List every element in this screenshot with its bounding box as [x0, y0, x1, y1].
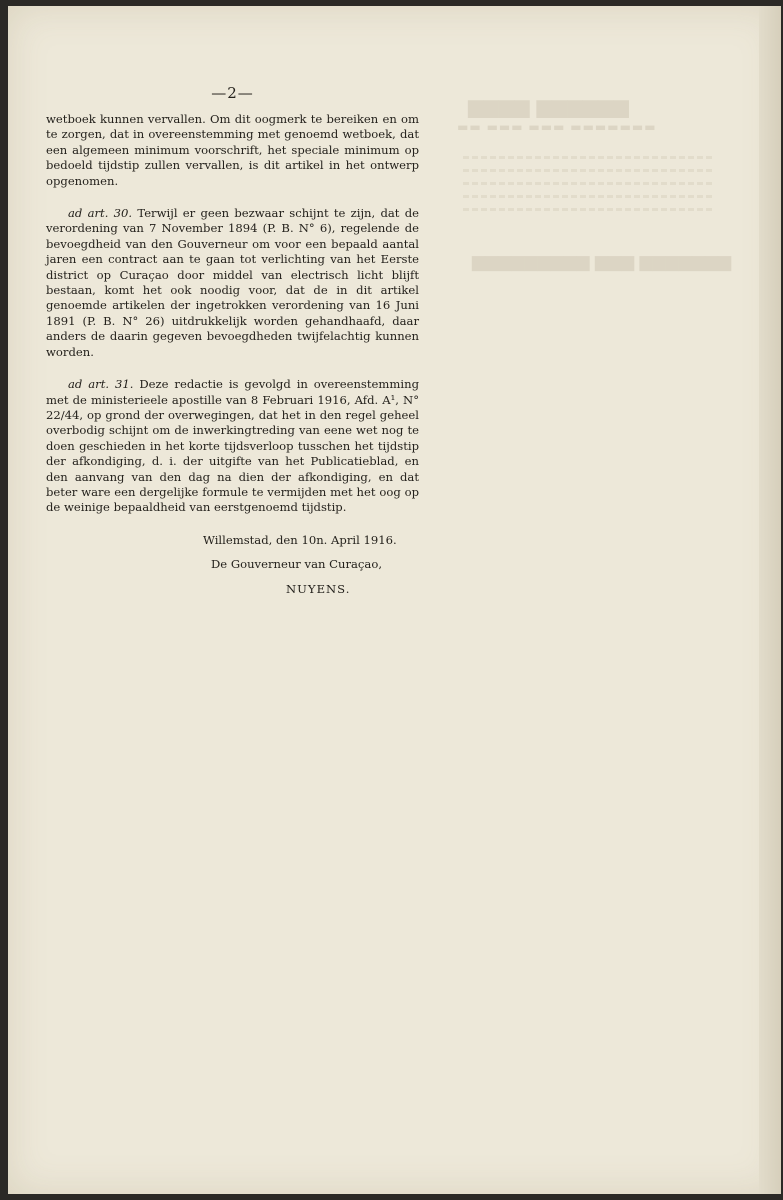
paragraph-art-30 [46, 206, 419, 360]
signature-date-line: Willemstad, den 10n. April 1916. [203, 532, 397, 547]
article-label: ad art. 30. [68, 206, 133, 221]
paragraph-continuation [46, 112, 419, 189]
bleed-through-line [463, 169, 713, 172]
paragraph-text: wetboek kunnen vervallen. Om dit oogmerk te bereiken en om te zorgen, dat in overeenstemming met genoemd wetboek, dat een algemeen minimum voorschrift, het speciale minimum op bedoeld tijdstip zullen vervallen, is dit artikel in het ontwerp opgenomen. [46, 112, 419, 188]
page-edge-shadow [759, 6, 781, 1194]
paragraph-text: Terwijl er geen bezwaar schijnt te zijn, dat de verordening van 7 November 1894 (P. B. N° 6), regelende de bevoegdheid van den Gouverneur om voor een bepaald aantal jaren een contract aan te gaan tot verlichting van het Eerste district op Curaçao door middel van electrisch licht blijft bestaan, komt het ook noodig voor, dat de in dit artikel genoemde artikelen der ingetrokken verordening van 16 Juni 1891 (P. B. N° 26) uitdrukkelijk worden gehandhaafd, daar anders de daarin gegeven bevoegdheden twijfelachtig kunnen worden. [46, 206, 419, 359]
bleed-through-line [463, 195, 713, 198]
bleed-through-line [463, 156, 713, 159]
page-number: —2— [211, 84, 254, 102]
paragraph-text: Deze redactie is gevolgd in overeenstemming met de ministerieele apostille van 8 Februari 1916, Afd. A¹, N° 22/44, op grond der overwegingen, dat het in den regel geheel overbodig schijnt om de inwerkingtreding van eene wet nog te doen geschieden in het korte tijdsverloop tusschen het tijdstip der afkondiging, d. i. der uitgifte van het Publicatieblad, en den aanvang van den dag na dien der afkondiging, en dat beter ware een dergelijke formule te vermijden met het oog op de weinige bepaaldheid van eerstgenoemd tijdstip. [46, 377, 419, 515]
signature-role: De Gouverneur van Curaçao, [211, 557, 383, 572]
signature-name: NUYENS. [286, 581, 351, 596]
bleed-through-heading: ▆▆▆▆▆▆▆ ▆▆▆ ▆▆▆▆▆▆▆▆▆ [472, 252, 732, 272]
bleed-through-title: ▆▆▆▆▆▆ ▆▆▆▆ [468, 94, 629, 118]
bleed-through-line [463, 182, 713, 185]
paragraph-art-31 [46, 377, 419, 516]
article-label: ad art. 31. [68, 377, 134, 392]
document-page [8, 6, 781, 1194]
page-content [46, 84, 419, 597]
bleed-through-subtitle: ▬▬▬▬▬▬▬ ▬▬▬ ▬▬▬ ▬▬ [456, 120, 656, 134]
bleed-through-line [463, 208, 713, 211]
